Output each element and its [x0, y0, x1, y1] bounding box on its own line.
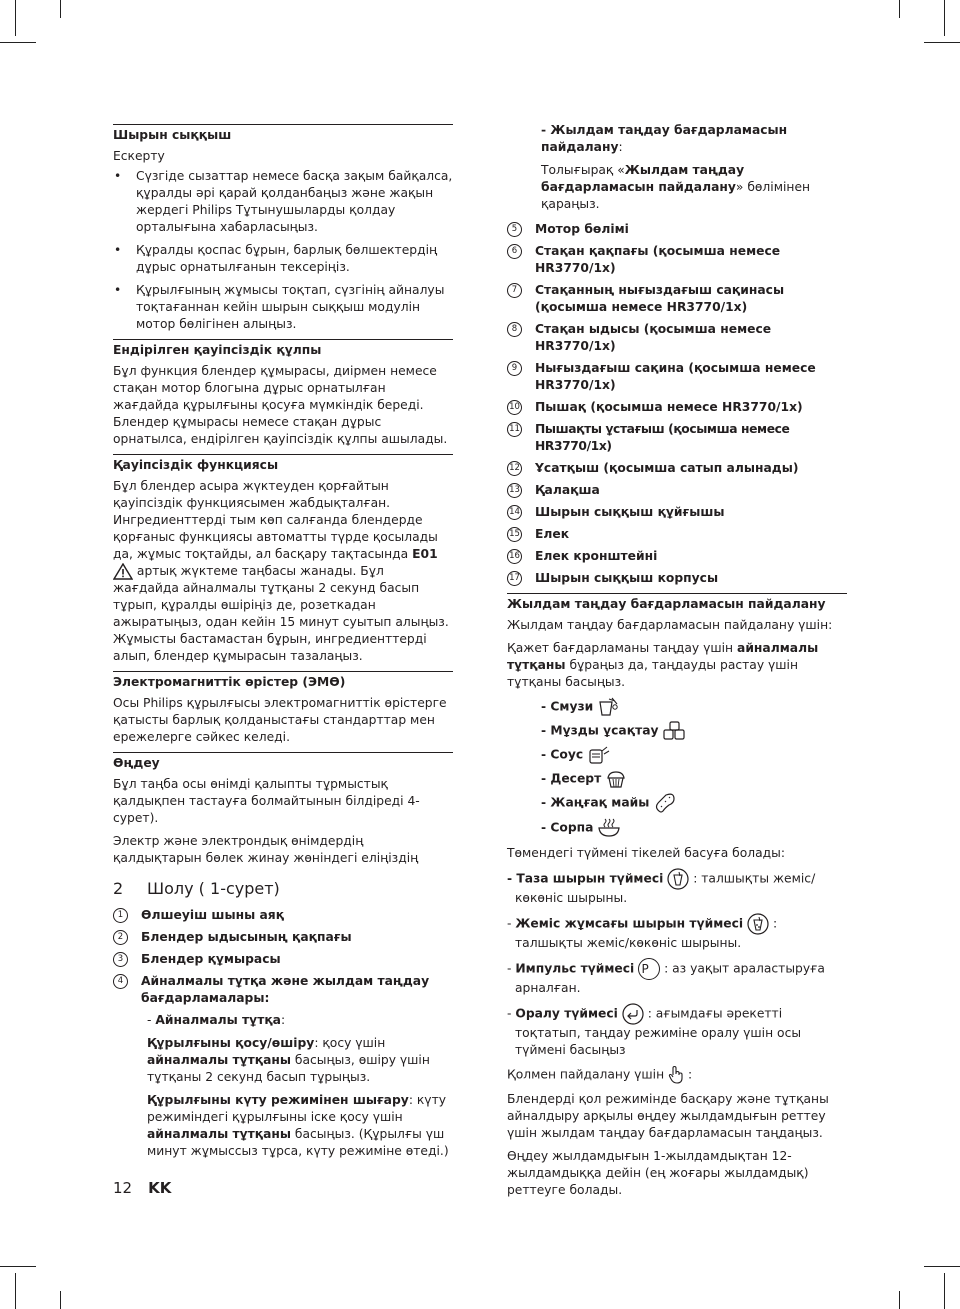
note-label: Ескерту: [113, 149, 165, 163]
text: бұраңыз да, таңдауды растау үшін тұтқаны басыңыз.: [507, 658, 799, 689]
warning-icon: [113, 563, 133, 580]
pulp-juice-icon: [747, 913, 769, 935]
list-item: [507, 221, 847, 238]
program-item: [507, 721, 847, 741]
paragraph: [507, 640, 847, 691]
list-item: [507, 570, 847, 587]
button-label: Жеміс жұмсағы шырын түймесі: [515, 916, 744, 931]
list-item: [507, 548, 847, 565]
item-label: Мотор бөлімі: [535, 222, 629, 236]
bold-text: айналмалы тұтқаны: [147, 1127, 292, 1141]
crop-mark: [60, 0, 61, 18]
bold-text: Жылдам таңдау бағдарламасын пайдалану: [541, 163, 745, 194]
item-label: Стақанның нығыздағыш сақинасы (қосымша немесе HR3770/1x): [535, 283, 785, 314]
button-desc: : талшықты жеміс/көкөніс шырыны.: [515, 916, 778, 950]
crop-mark: [15, 1273, 16, 1309]
section-title: Ендірілген қауіпсіздік құлпы: [113, 343, 322, 357]
item-number: 15: [507, 527, 522, 542]
item-number: 12: [507, 461, 522, 476]
item-number: 13: [507, 483, 522, 498]
section-title: Электромагниттік өрістер (ЭМӨ): [113, 675, 346, 689]
text: : күту режиміндегі құрылғыны іске қосу үшін: [147, 1093, 447, 1124]
crop-mark: [944, 0, 945, 36]
text: :: [687, 1067, 693, 1082]
button-label: - Таза шырын түймесі: [507, 871, 664, 886]
item-label: Стақан қақпағы (қосымша немесе HR3770/1x): [535, 244, 781, 275]
button-item: [507, 868, 847, 907]
standby-paragraph: [113, 1092, 453, 1160]
program-item: [507, 817, 847, 839]
item-number: 16: [507, 549, 522, 564]
chapter-title: Шолу ( 1-сурет): [147, 879, 280, 898]
onoff-paragraph: [113, 1035, 453, 1086]
page-footer: [113, 1179, 171, 1197]
paragraph: Бұл таңба осы өнімді қалыпты тұрмыстық қалдықпен тастауға болмайтынын білдіреді 4-сурет).: [113, 777, 420, 825]
item-label: Нығыздағыш сақина (қосымша немесе HR3770/1x): [535, 361, 816, 392]
program-label: - Жаңғақ майы: [541, 795, 650, 810]
text: басыңыз. (Құрылғы үш минут жұмыссыз тұрса, күту режиміне өтеді.): [147, 1127, 449, 1158]
left-column: [113, 124, 453, 1166]
bold-text: айналмалы тұтқаны: [147, 1053, 292, 1067]
section-title: Жылдам таңдау бағдарламасын пайдалану: [507, 597, 826, 611]
list-item: [507, 526, 847, 543]
item-label: Блендер құмырасы: [141, 952, 281, 966]
item-label: Өлшеуіш шыны аяқ: [141, 908, 285, 922]
paragraph-text: артық жүктеме таңбасы жанады. Бұл жағдайда айналмалы тұтқаны 2 секунд басып тұрып, құралды өшіріңіз де, розеткадан ажыратыңыз, одан кейін 15 минут суытып алыңыз. Жұмысты бастамастан бұрын, ингредиенттерді алып, блендер құмырасын тазалаңыз.: [113, 564, 449, 663]
dash: -: [147, 1013, 156, 1027]
bold-text: айналмалы тұтқаны: [507, 641, 819, 672]
onoff-title: Құрылғыны қосу/өшіру: [147, 1036, 315, 1050]
item-number: 1: [113, 908, 128, 923]
item-number: 8: [507, 322, 522, 337]
program-item: [507, 745, 847, 765]
list-item: [507, 482, 847, 499]
crop-mark: [924, 1266, 960, 1267]
item-label: Шырын сыққыш құйғышы: [535, 505, 725, 519]
button-item: [507, 1003, 847, 1059]
crop-mark: [60, 1291, 61, 1309]
item-number: 17: [507, 571, 522, 586]
button-desc: : талшықты жеміс/көкөніс шырыны.: [515, 871, 816, 905]
program-item: [507, 793, 847, 813]
item-number: 5: [507, 222, 522, 237]
knob-title: Айналмалы тұтқа: [155, 1013, 281, 1027]
knob-label: - Айналмалы тұтқа:: [147, 1013, 286, 1027]
item-number: 7: [507, 283, 522, 298]
nut-butter-icon: [653, 793, 677, 813]
crop-mark: [924, 42, 960, 43]
list-item: • Сүзгіде сызаттар немесе басқа зақым байқалса, құралды әрі қарай қолданбаңыз және жақын жердегі Philips Тұтынушыларды қолдау орталығына хабарласыңыз.: [113, 168, 453, 236]
program-label: - Соус: [541, 747, 584, 762]
page-number: 12: [113, 1179, 133, 1197]
paragraph: Осы Philips құрылғысы электромагниттік өрістерге қатысты барлық қолданыстағы стандарттар мен ережелерге сәйкес келеді.: [113, 696, 447, 744]
paragraph-text: Бұл блендер асыра жүктеуден қорғайтын қауіпсіздік функциясымен жабдықталған. Ингредиенттерді тым көп салғанда блендерде қорғаныс функциясы автоматты түрде қосылады да, жұмыс тоқтайды, ал басқару тақтасында: [113, 479, 438, 561]
text: Қолмен пайдалану үшін: [507, 1067, 665, 1082]
button-label: Импульс түймесі: [515, 961, 635, 976]
list-item: [113, 951, 453, 968]
parts-list: [507, 221, 847, 587]
crop-mark: [899, 0, 900, 18]
paragraph: Жылдам таңдау бағдарламасын пайдалану үшін:: [507, 618, 833, 632]
item-label: Айналмалы тұтқа және жылдам таңдау бағдарламалары:: [141, 974, 430, 1005]
chapter-number: 2: [113, 879, 124, 898]
soup-icon: [597, 817, 621, 839]
item-label: Елек: [535, 527, 570, 541]
item-number: 14: [507, 505, 522, 520]
text: Толығырақ «: [541, 163, 625, 177]
note-list: [113, 168, 453, 333]
item-label: Елек кронштейні: [535, 549, 658, 563]
program-label: - Мұзды ұсақтау: [541, 723, 659, 738]
list-item: [507, 399, 847, 416]
program-item: [507, 769, 847, 789]
crop-mark: [0, 42, 36, 43]
dash: -: [507, 916, 516, 931]
safety-section: [113, 454, 453, 665]
usage-section: [507, 593, 847, 1199]
text: » бөлімінен қараңыз.: [541, 180, 811, 211]
item-number: 3: [113, 952, 128, 967]
item-number: 11: [507, 422, 522, 437]
item-number: 2: [113, 930, 128, 945]
emf-section: [113, 671, 453, 746]
list-item: [113, 907, 453, 924]
paragraph: Бұл функция блендер құмырасы, диірмен немесе стақан мотор блогына дұрыс орнатылған жағдайда құрылғыны қосуға мүмкіндік береді. Блендер құмырасы немесе стақан дұрыс орнатылса, ендірілген қауіпсіздік құлпы ашылады.: [113, 364, 448, 446]
button-item: [507, 913, 847, 952]
dessert-icon: [605, 769, 627, 789]
list-item: [507, 321, 847, 355]
pulse-icon: P: [638, 958, 660, 980]
juicer-section: [113, 124, 453, 333]
program-label: - Сорпа: [541, 820, 594, 835]
button-label: Оралу түймесі: [515, 1006, 618, 1021]
crop-mark: [0, 1266, 36, 1267]
section-title: Қауіпсіздік функциясы: [113, 458, 279, 472]
item-number: 4: [113, 974, 128, 989]
paragraph: [113, 478, 453, 665]
list-item: • Құралды қоспас бұрын, барлық бөлшектердің дұрыс орнатылғанын тексеріңіз.: [113, 242, 453, 276]
section-title: Өңдеу: [113, 756, 160, 770]
item-label: Блендер ыдысының қақпағы: [141, 930, 352, 944]
item-label: Пышақ (қосымша немесе HR3770/1x): [535, 400, 803, 414]
item-number: 6: [507, 244, 522, 259]
quick-title: - Жылдам таңдау бағдарламасын пайдалану: [541, 123, 788, 154]
item-label: Қалақша: [535, 483, 600, 497]
error-code: E01: [412, 547, 438, 561]
dash: -: [507, 1006, 516, 1021]
hand-icon: [668, 1065, 684, 1085]
sauce-icon: [587, 745, 611, 765]
quick-ref: [507, 162, 847, 213]
clear-juice-icon: [667, 868, 689, 890]
crop-mark: [15, 0, 16, 36]
right-column: [507, 122, 847, 1205]
text: Қажет бағдарламаны таңдау үшін: [507, 641, 738, 655]
return-icon: [622, 1003, 644, 1025]
item-label: Ұсатқыш (қосымша сатып алынады): [535, 461, 799, 475]
text: басыңыз, өшіру үшін тұтқаны 2 секунд басып тұрыңыз.: [147, 1053, 430, 1084]
list-item: [113, 929, 453, 946]
text: : қосу үшін: [314, 1036, 386, 1050]
quick-select-item: [507, 122, 847, 156]
list-item: [507, 460, 847, 477]
paragraph: Төмендегі түймені тікелей басуға болады:: [507, 846, 786, 860]
item-number: 10: [507, 400, 522, 415]
paragraph: Электр және электрондық өнімдердің қалдықтарын бөлек жинау жөніндегі еліңіздің: [113, 834, 419, 865]
list-item: • Құрылғының жұмысы тоқтап, сүзгінің айналуы тоқтағаннан кейін шырын сыққыш модулін мотор бөлігінен алыңыз.: [113, 282, 453, 333]
paragraph: [507, 1065, 847, 1085]
overview-heading: [113, 879, 453, 899]
program-item: [507, 697, 847, 717]
item-label: Стақан ыдысы (қосымша немесе HR3770/1x): [535, 322, 772, 353]
list-item: [507, 504, 847, 521]
dash: -: [507, 961, 516, 976]
ice-crush-icon: [662, 721, 688, 741]
program-label: - Смузи: [541, 699, 594, 714]
list-item: [507, 360, 847, 394]
item-number: 9: [507, 361, 522, 376]
language-code: KK: [148, 1179, 172, 1197]
button-desc: : аз уақыт араластыруға арналған.: [515, 961, 825, 995]
standby-title: Құрылғыны күту режимінен шығару: [147, 1093, 409, 1107]
smoothie-icon: [597, 697, 619, 717]
paragraph: Блендерді қол режимінде басқару және тұтқаны айналдыру арқылы өңдеу жылдамдығын реттеу үшін жылдам таңдау бағдарламасын таңдаңыз.: [507, 1092, 829, 1140]
list-item: [113, 973, 453, 1007]
program-label: - Десерт: [541, 771, 602, 786]
item-label: Шырын сыққыш корпусы: [535, 571, 719, 585]
item-label: Пышақты ұстағыш (қосымша немесе HR3770/1x): [535, 422, 790, 453]
text: :: [618, 140, 623, 154]
button-desc: : ағымдағы әрекетті тоқтатып, таңдау режиміне оралу үшін осы түймені басыңыз: [515, 1006, 802, 1057]
recycling-section: [113, 752, 453, 867]
crop-mark: [944, 1273, 945, 1309]
crop-mark: [899, 1291, 900, 1309]
list-item: [507, 282, 847, 316]
lock-section: [113, 339, 453, 448]
section-title: Шырын сыққыш: [113, 128, 232, 142]
button-item: [507, 958, 847, 997]
paragraph: Өңдеу жылдамдығын 1-жылдамдықтан 12-жылдамдыққа дейін (ең жоғары жылдамдық) реттеуге болады.: [507, 1149, 809, 1197]
list-item: [507, 243, 847, 277]
list-item: [507, 421, 847, 455]
